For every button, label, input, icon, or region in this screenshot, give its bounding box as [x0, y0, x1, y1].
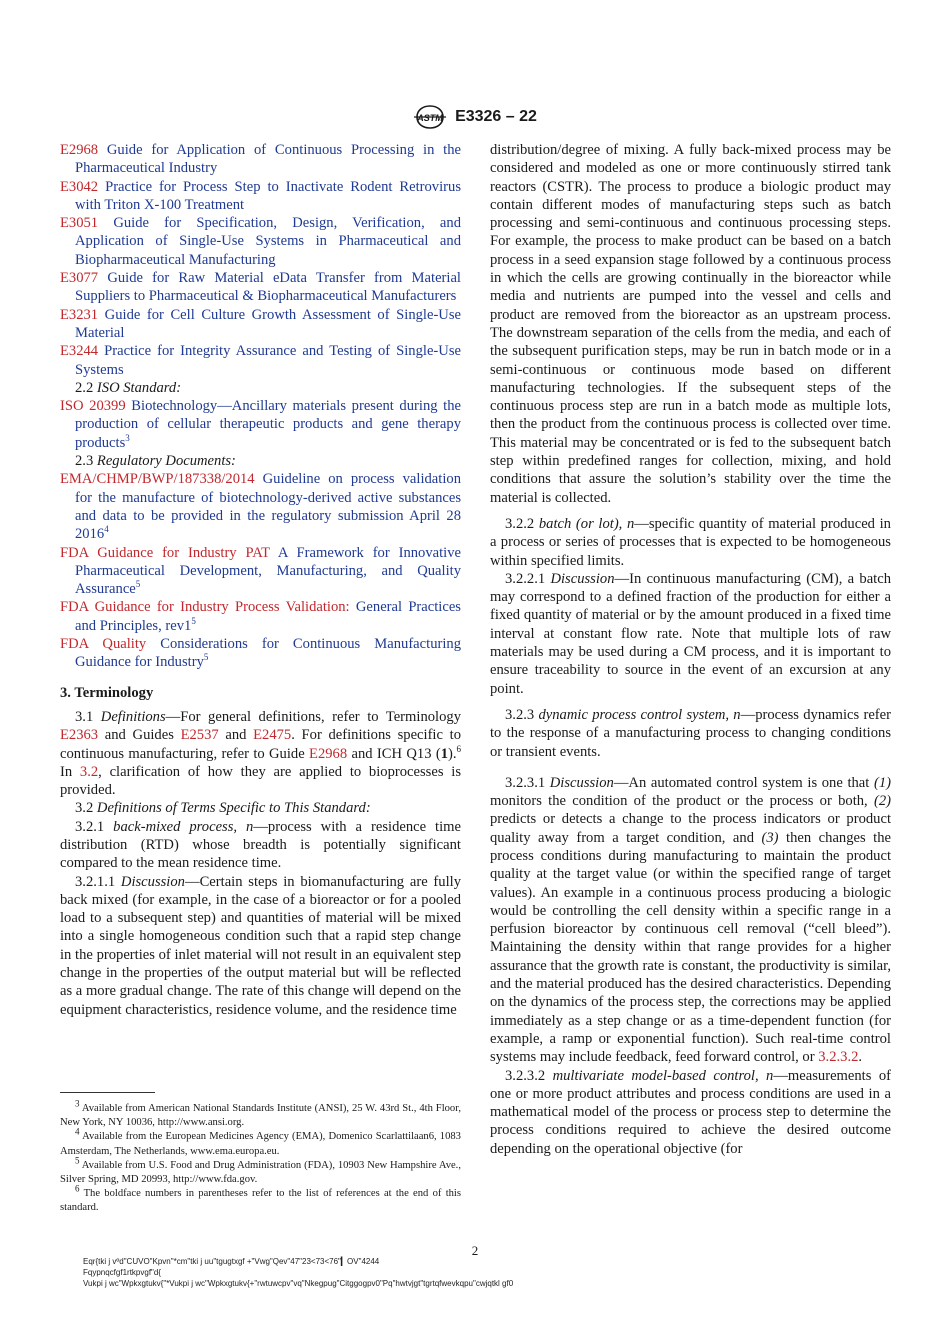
- reference-link[interactable]: EMA/CHMP/BWP/187338/2014: [60, 471, 255, 488]
- reference-item: [60, 470, 461, 543]
- paragraph-3-2: 3.2 Definitions of Terms Specific to This Standard:: [75, 800, 371, 817]
- footnote-list: [60, 1098, 461, 1216]
- reference-title: General Practices and Principles, rev1: [75, 599, 461, 634]
- reference-item: [60, 269, 461, 306]
- paragraph-3-2-3-2: 3.2.3.2 multivariate model-based control, n—measurements of one or more product attributes and process conditions are used in a mathematical model of the process or process step to determine the process conditions required to achieve the desired outcome depending on the operational objective (for: [490, 1067, 891, 1157]
- footer-line: Fqypnqcfgf1rtkpvgf"d{: [83, 1268, 161, 1277]
- reference-link[interactable]: E3231: [60, 306, 99, 323]
- footer-line: Vukpi j wc"Wpkxgtukv{"*Vukpi j wc"Wpkxgtukv{+"rwtuwcpv"vq"Nkegpug"Citggogpv0"Pq"hwtvjgt"tgrtqfwevkqpu"cwjqtkl gf0: [83, 1279, 514, 1288]
- paragraph-3-2-2-1: 3.2.2.1 Discussion—In continuous manufacturing (CM), a batch may correspond to a defined fraction of the production for either a fixed quantity of material or by the amount produced in a fixed time interval at constant flow rate. Note that multiple lots of raw materials may be used during a CM process, and it is important to ensure traceability to source in the event of an excursion at any point.: [490, 570, 891, 697]
- footnote-text: Available from U.S. Food and Drug Administration (FDA), 10903 New Hampshire Ave., Silver Spring, MD 20993, http://www.fda.gov.: [60, 1159, 461, 1186]
- iso-standard-heading: 2.2 ISO Standard:: [75, 379, 182, 396]
- reference-item: [60, 178, 461, 215]
- footnote-text: The boldface numbers in parentheses refer to the list of references at the end of this standard.: [60, 1188, 461, 1214]
- reference-item: [60, 214, 461, 269]
- reference-link[interactable]: E3077: [60, 270, 99, 287]
- footnote-marker: 5: [191, 615, 196, 626]
- astm-logo-icon: [413, 104, 447, 130]
- paragraph-3-2-3: 3.2.3 dynamic process control system, n—process dynamics refer to the response of a manufacturing process to changing conditions or transient events.: [490, 706, 891, 760]
- reference-link[interactable]: E3042: [60, 178, 99, 195]
- reference-title: Guide for Application of Continuous Processing in the Pharmaceutical Industry: [75, 142, 461, 177]
- footnote-text: Available from the European Medicines Agency (EMA), Domenico Scarlattilaan6, 1083 Amsterdam, The Netherlands, www.ema.europa.eu.: [60, 1131, 461, 1157]
- footnote-number: 3: [75, 1098, 80, 1109]
- reference-title: Guideline on process validation for the manufacture of biotechnology-derived active substances and data to be provided in the regulatory submission April 28 2016: [75, 471, 461, 543]
- continued-paragraph: distribution/degree of mixing. A fully back-mixed process may be considered and modeled as one or more continuously stirred tank reactors (CSTR). The process to produce a biologic product may contain different modes of manufacturing steps such as batch processing and semi-continuous and continuous processing steps. For example, the process to make product can be based on a batch process in a seed expansion stage followed by a continuous process in which the cells are growing continually in the bioreactor while media and nutrients are pumped into the vessel and cells and product are removed from the bioreactor as an upstream process. The downstream separation of the cells from the media, and each of the subsequent purification steps, may be run in batch mode or in a semi-continuous or continuous mode based on different manufacturing technologies. If the subsequent steps of the continuous process step are run in a batch mode as multiple lots, then the product from the continuous process is collected over time. This material may be concentrated or is fed to the subsequent batch step within predefined ranges for collection, mixing, and hold conditions that assure the solution’s stability over the time the material is collected.: [490, 142, 891, 506]
- link-e2537[interactable]: E2537: [180, 727, 219, 744]
- reference-item: [60, 598, 461, 635]
- paragraph-3-2-2: 3.2.2 batch (or lot), n—specific quantity of material produced in a process or series of processes that is expected to be homogeneous within specified limits.: [490, 515, 891, 569]
- astm-reference-list: [60, 141, 461, 379]
- reference-item: [60, 635, 461, 672]
- footnote-marker: 5: [203, 652, 209, 663]
- page-header: [0, 104, 950, 130]
- regulatory-documents-heading: 2.3 Regulatory Documents:: [75, 453, 236, 470]
- link-e2363[interactable]: E2363: [60, 727, 99, 744]
- page-number: 2: [471, 1243, 479, 1258]
- reference-title: Guide for Cell Culture Growth Assessment of Single-Use Material: [75, 306, 461, 341]
- reference-link[interactable]: FDA Guidance for Industry Process Validation:: [60, 599, 350, 616]
- footer-line: Eqr{tki j vºd"CUVO"Kpvn"*cm"tki j uu"tgugtxgf +"Vwg"Qev"47"23<73<76"▎OV"4244: [83, 1257, 380, 1266]
- link-section-3-2[interactable]: 3.2: [79, 763, 99, 780]
- paragraph-3-2-1-1: 3.2.1.1 Discussion—Certain steps in biomanufacturing are fully back mixed (for example, in the case of a bioreactor or for a pooled load to a subsequent step) and quantities of material will be mixed into a single homogeneous condition such that a rapid step change in the properties of inlet material will not result in an equivalent step change in the properties of the output material but will be reflected as a more gradual change. The rate of this change will depend on the equipment characteristics, residence volume, and the residence time: [60, 873, 461, 1018]
- license-footer: [83, 1256, 883, 1289]
- link-e2475[interactable]: E2475: [253, 727, 292, 744]
- regulatory-reference-list: [60, 470, 461, 671]
- footnote-text: Available from American National Standards Institute (ANSI), 25 W. 43rd St., 4th Floor, New York, NY 10036, http://www.ansi.org.: [60, 1103, 461, 1129]
- link-section-3-2-3-2[interactable]: 3.2.3.2: [818, 1049, 859, 1066]
- reference-link[interactable]: E3051: [60, 215, 99, 232]
- reference-item: ISO 20399 Biotechnology—Ancillary materials present during the production of cellular therapeutic products and gene therapy products$^3$: [60, 398, 461, 451]
- reference-link[interactable]: ISO 20399: [60, 398, 126, 415]
- reference-link[interactable]: FDA Guidance for Industry PAT: [60, 544, 270, 561]
- reference-item: [60, 544, 461, 599]
- footnote: [60, 1098, 461, 1130]
- reference-title: A Framework for Innovative Pharmaceutical Development, Manufacturing, and Quality Assurance: [75, 544, 461, 598]
- reference-item: [60, 342, 461, 379]
- reference-item: [60, 141, 461, 178]
- reference-title: Practice for Process Step to Inactivate Rodent Retrovirus with Triton X-100 Treatment: [75, 178, 461, 213]
- reference-title: Practice for Integrity Assurance and Testing of Single-Use Systems: [75, 343, 461, 378]
- footnote: [60, 1183, 461, 1215]
- right-column: [490, 141, 891, 1158]
- reference-item: [60, 306, 461, 343]
- left-column: [60, 141, 461, 1019]
- footnote-marker: 4: [104, 524, 109, 535]
- link-e2968[interactable]: E2968: [309, 745, 348, 762]
- footnote-number: 4: [75, 1126, 80, 1137]
- footnotes: [60, 1092, 461, 1216]
- footnote: [60, 1126, 461, 1158]
- paragraph-3-2-1: 3.2.1 back-mixed process, n—process with a residence time distribution (RTD) whose breadth is potentially significant compared to the mean residence time.: [60, 818, 461, 872]
- paragraph-3-2-3-1: 3.2.3.1 Discussion—An automated control system is one that (1) monitors the condition of the product or the process or both, (2) predicts or detects a change to the process indicators or product quality away from a target condition, and (3) then changes the process conditions during manufacturing to maintain the product quality at the target value (or within the specified range of target values). An example in a continuous process producing a biologic would be controlling the cell density within a specific range in a perfusion bioreactor by continuous cell removal (“cell bleed”). Maintaining the density within that range provides for a higher assurance that the growth rate is constant, the productivity is similar, and the material produced has the desired characteristics. Depending on the dynamics of the process step, the corrections may be applied immediately as a step change or as a time-dependent function (for example, a ramp or exponential function). Such real-time control systems may include feedback, feed forward control, or 3.2.3.2.: [490, 774, 891, 1066]
- reference-title: Guide for Raw Material eData Transfer from Material Suppliers to Pharmaceutical & Biopharmaceutical Manufacturers: [75, 270, 461, 305]
- svg-text:ASTM: ASTM: [417, 113, 443, 123]
- footnote-number: 5: [75, 1155, 80, 1166]
- reference-title: Considerations for Continuous Manufacturing Guidance for Industry: [75, 636, 461, 671]
- reference-link[interactable]: E2968: [60, 142, 99, 158]
- reference-title: Guide for Specification, Design, Verification, and Application of Single-Use Systems in Pharmaceutical and Biopharmaceutical Manufacturing: [75, 215, 461, 268]
- section-heading: 3. Terminology: [60, 684, 154, 701]
- footnote-marker: 5: [135, 579, 141, 590]
- document-id: E3326 – 22: [455, 108, 537, 125]
- footnote: [60, 1155, 461, 1187]
- footnote-number: 6: [75, 1183, 80, 1194]
- paragraph-3-1: 3.1 Definitions—For general definitions, refer to Terminology E2363 and Guides E2537 and E2475. For definitions specific to continuous manufacturing, refer to Guide E2968 and ICH Q13 (1).$^6$ In 3.2, clarification of how they are applied to bioprocesses is provided.: [60, 708, 461, 799]
- footnote-divider: [60, 1092, 155, 1093]
- reference-link[interactable]: E3244: [60, 343, 99, 360]
- reference-link[interactable]: FDA Quality: [60, 636, 147, 653]
